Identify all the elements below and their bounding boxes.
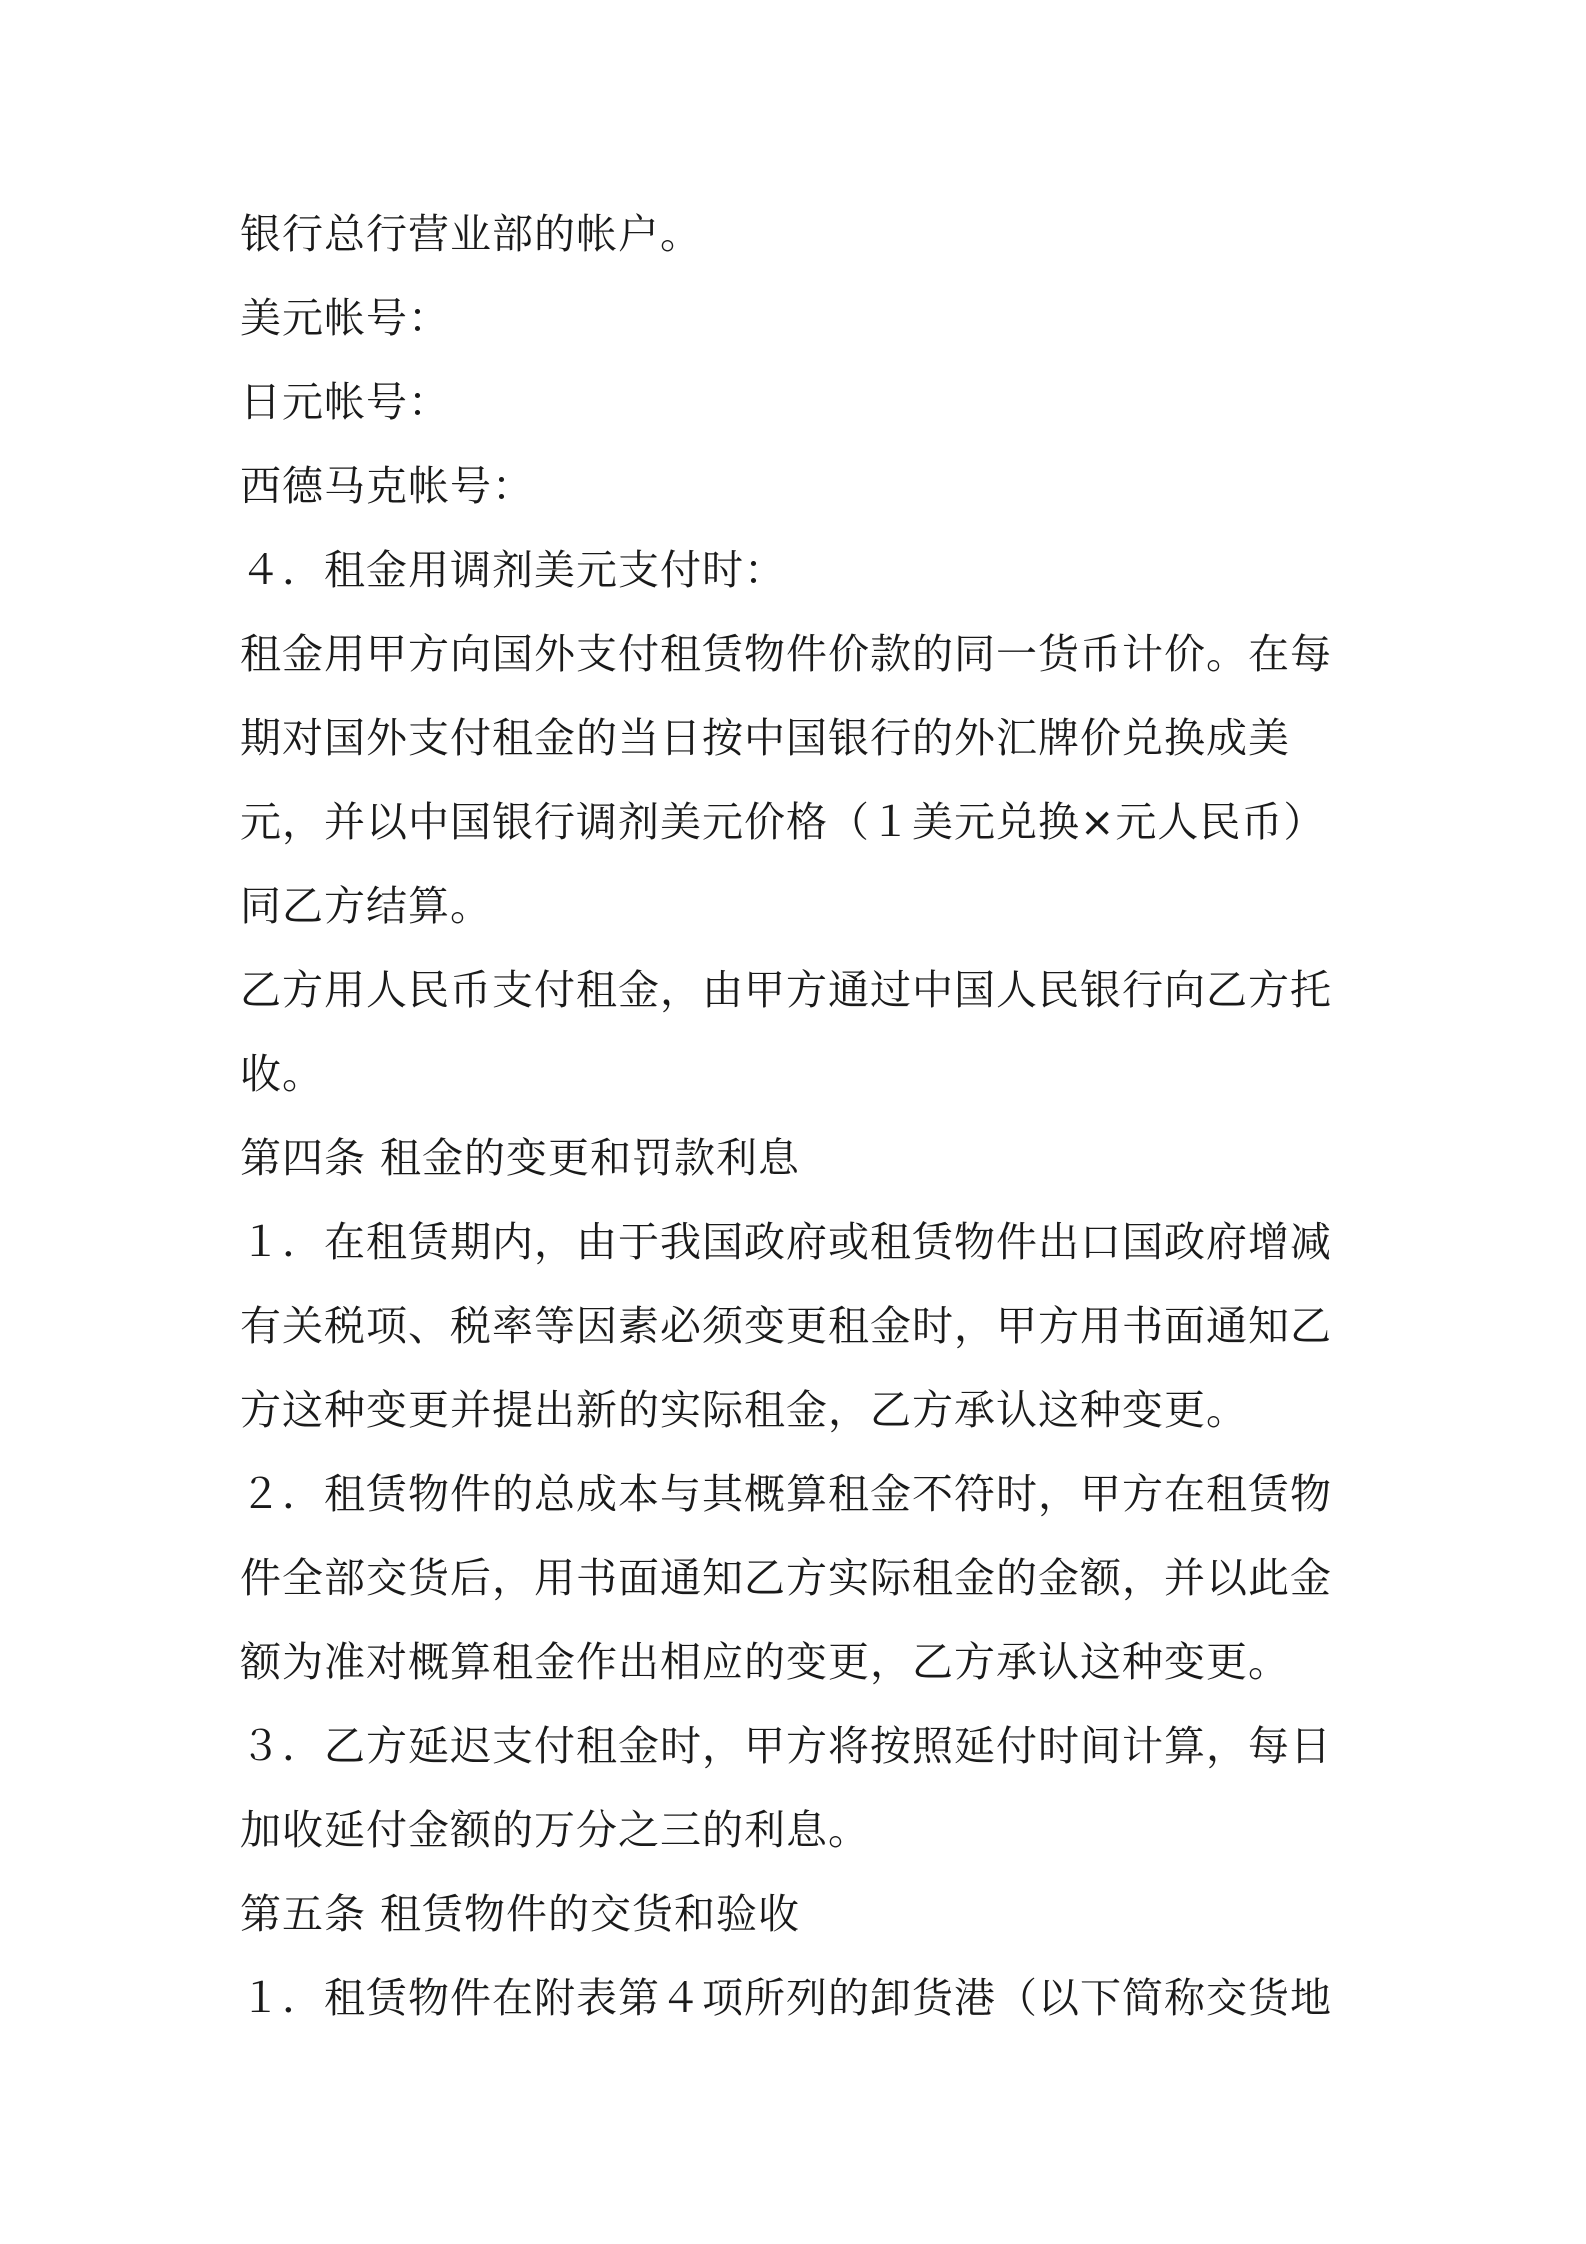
text-line: 租金用甲方向国外支付租赁物件价款的同一货币计价。在每 [240,630,1332,678]
section-heading: 第五条 租赁物件的交货和验收 [240,1890,801,1938]
text-line: 额为准对概算租金作出相应的变更，乙方承认这种变更。 [240,1638,1290,1686]
text-line: １．租赁物件在附表第４项所列的卸货港（以下简称交货地 [240,1974,1332,2022]
text-line: 乙方用人民币支付租金，由甲方通过中国人民银行向乙方托 [240,966,1332,1014]
section-heading: 第四条 租金的变更和罚款利息 [240,1134,801,1182]
text-line: 收。 [240,1050,324,1098]
text-line: ３．乙方延迟支付租金时，甲方将按照延付时间计算，每日 [240,1722,1332,1770]
text-line: 加收延付金额的万分之三的利息。 [240,1806,870,1854]
text-line: 方这种变更并提出新的实际租金，乙方承认这种变更。 [240,1386,1248,1434]
text-line: 件全部交货后，用书面通知乙方实际租金的金额，并以此金 [240,1554,1332,1602]
text-line: ４．租金用调剂美元支付时： [240,546,786,594]
text-line: ２．租赁物件的总成本与其概算租金不符时，甲方在租赁物 [240,1470,1332,1518]
text-line: 元，并以中国银行调剂美元价格（１美元兑换×元人民币） [240,798,1326,846]
text-line: 同乙方结算。 [240,882,492,930]
text-line: 西德马克帐号： [240,462,534,510]
text-line: 期对国外支付租金的当日按中国银行的外汇牌价兑换成美 [240,714,1290,762]
text-line: 日元帐号： [240,378,450,426]
text-line: １．在租赁期内，由于我国政府或租赁物件出口国政府增减 [240,1218,1332,1266]
document-body [240,192,1355,2040]
text-line: 有关税项、税率等因素必须变更租金时，甲方用书面通知乙 [240,1302,1332,1350]
text-line: 美元帐号： [240,294,450,342]
text-line: 银行总行营业部的帐户。 [240,210,702,258]
